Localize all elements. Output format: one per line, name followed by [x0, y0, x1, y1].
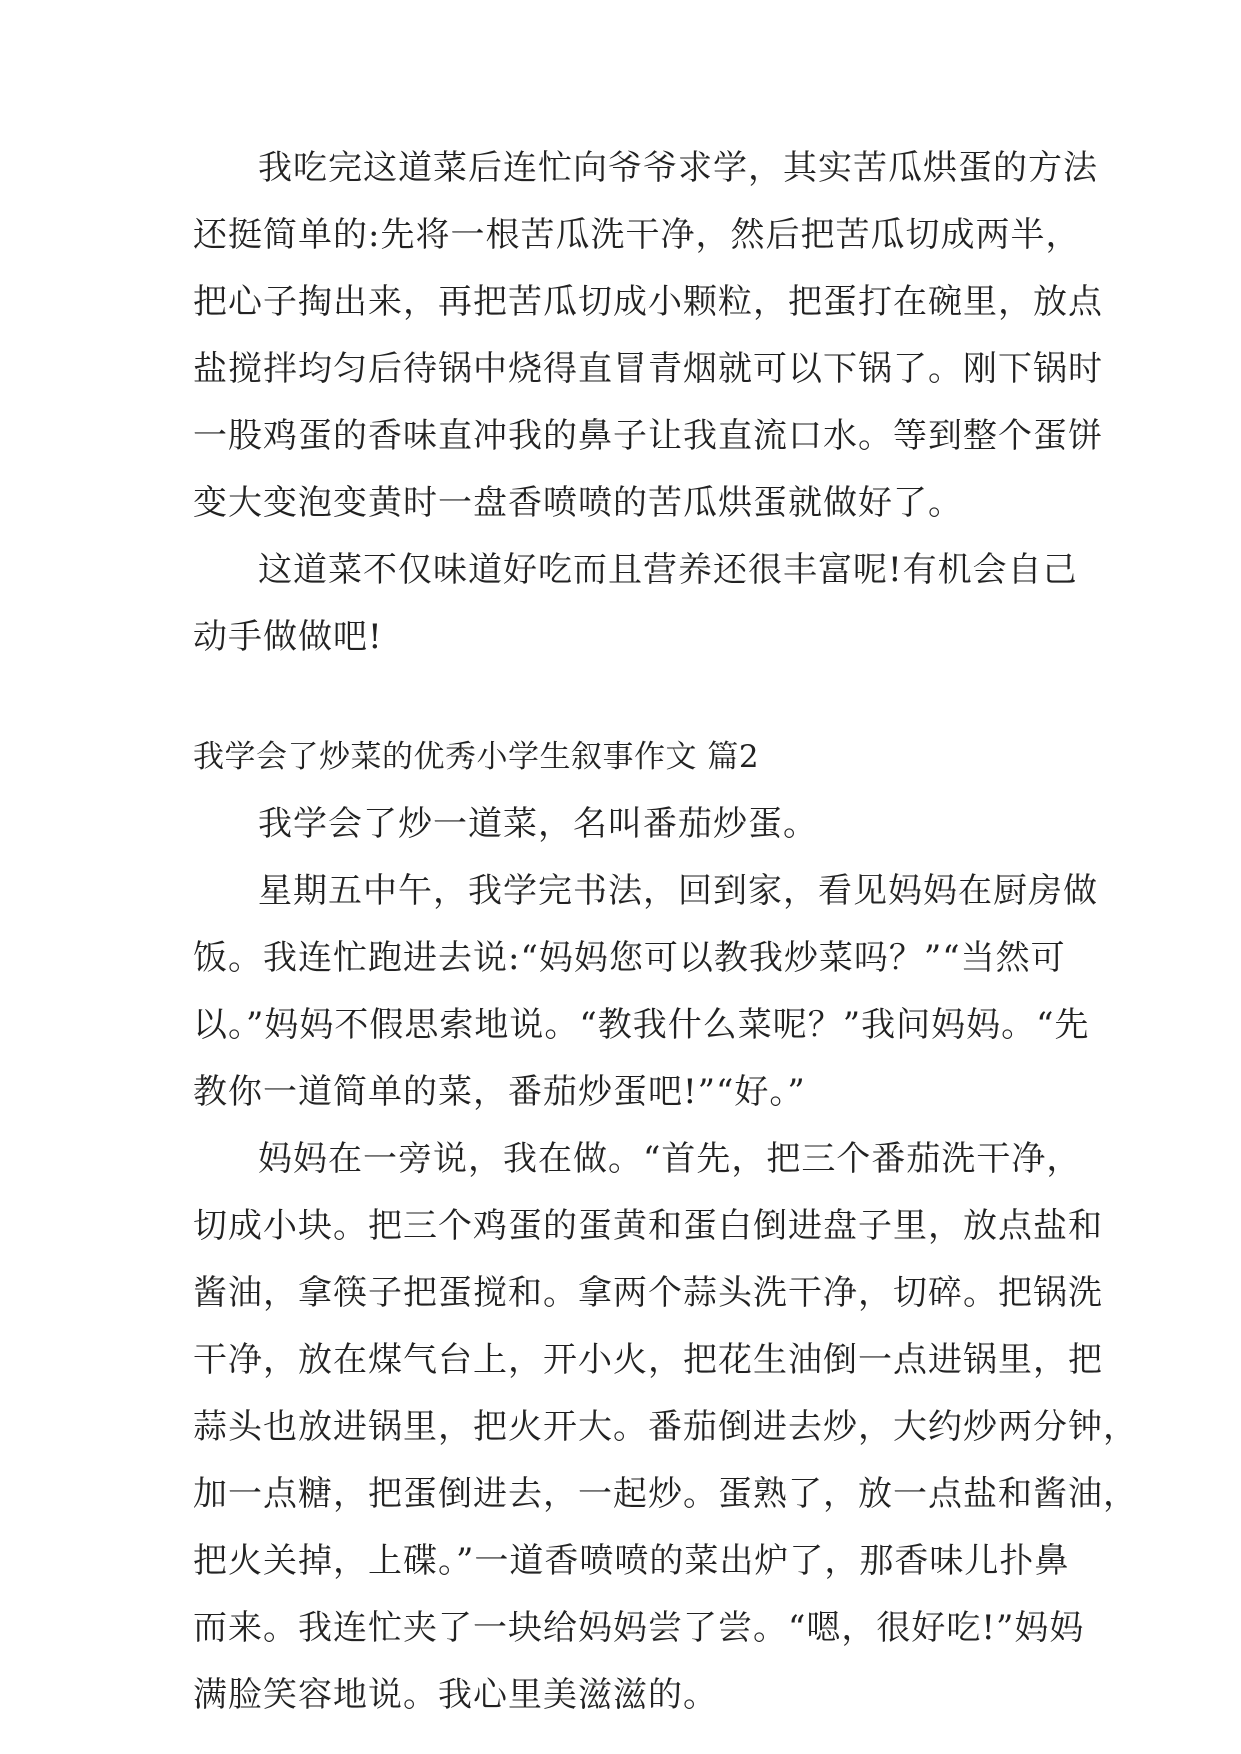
paragraph-line: 教你一道简单的菜，番茄炒蛋吧!”“好。” — [193, 1072, 806, 1112]
paragraph-line: 动手做做吧! — [193, 617, 383, 657]
paragraph-line: 加一点糖，把蛋倒进去，一起炒。蛋熟了，放一点盐和酱油， — [193, 1474, 1138, 1514]
paragraph-line: 一股鸡蛋的香味直冲我的鼻子让我直流口水。等到整个蛋饼 — [193, 416, 1103, 456]
paragraph-line: 把火关掉，上碟。”一道香喷喷的菜出炉了，那香味儿扑鼻 — [193, 1541, 1070, 1581]
paragraph-line: 干净，放在煤气台上，开小火，把花生油倒一点进锅里，把 — [193, 1340, 1103, 1380]
paragraph-line: 还挺简单的:先将一根苦瓜洗干净，然后把苦瓜切成两半， — [193, 215, 1081, 255]
paragraph-line: 这道菜不仅味道好吃而且营养还很丰富呢!有机会自己 — [258, 550, 1078, 590]
paragraph-line: 切成小块。把三个鸡蛋的蛋黄和蛋白倒进盘子里，放点盐和 — [193, 1206, 1103, 1246]
paragraph-line: 我学会了炒一道菜，名叫番茄炒蛋。 — [258, 804, 818, 844]
paragraph-line: 满脸笑容地说。我心里美滋滋的。 — [193, 1675, 718, 1715]
paragraph-line: 变大变泡变黄时一盘香喷喷的苦瓜烘蛋就做好了。 — [193, 483, 963, 523]
paragraph-line: 蒜头也放进锅里，把火开大。番茄倒进去炒，大约炒两分钟， — [193, 1407, 1138, 1447]
paragraph-line: 盐搅拌均匀后待锅中烧得直冒青烟就可以下锅了。刚下锅时 — [193, 349, 1103, 389]
paragraph-line: 星期五中午，我学完书法，回到家，看见妈妈在厨房做 — [258, 871, 1098, 911]
paragraph-line: 酱油，拿筷子把蛋搅和。拿两个蒜头洗干净，切碎。把锅洗 — [193, 1273, 1103, 1313]
section-heading: 我学会了炒菜的优秀小学生叙事作文 篇2 — [193, 739, 760, 775]
paragraph-line: 饭。我连忙跑进去说:“妈妈您可以教我炒菜吗？”“当然可 — [193, 938, 1066, 978]
paragraph-line: 而来。我连忙夹了一块给妈妈尝了尝。“嗯，很好吃!”妈妈 — [193, 1608, 1085, 1648]
paragraph-line: 妈妈在一旁说，我在做。“首先，把三个番茄洗干净， — [258, 1139, 1082, 1179]
paragraph-line: 以。”妈妈不假思索地说。“教我什么菜呢？”我问妈妈。“先 — [193, 1005, 1090, 1045]
paragraph-line: 把心子掏出来，再把苦瓜切成小颗粒，把蛋打在碗里，放点 — [193, 282, 1103, 322]
paragraph-line: 我吃完这道菜后连忙向爷爷求学，其实苦瓜烘蛋的方法 — [258, 148, 1098, 188]
